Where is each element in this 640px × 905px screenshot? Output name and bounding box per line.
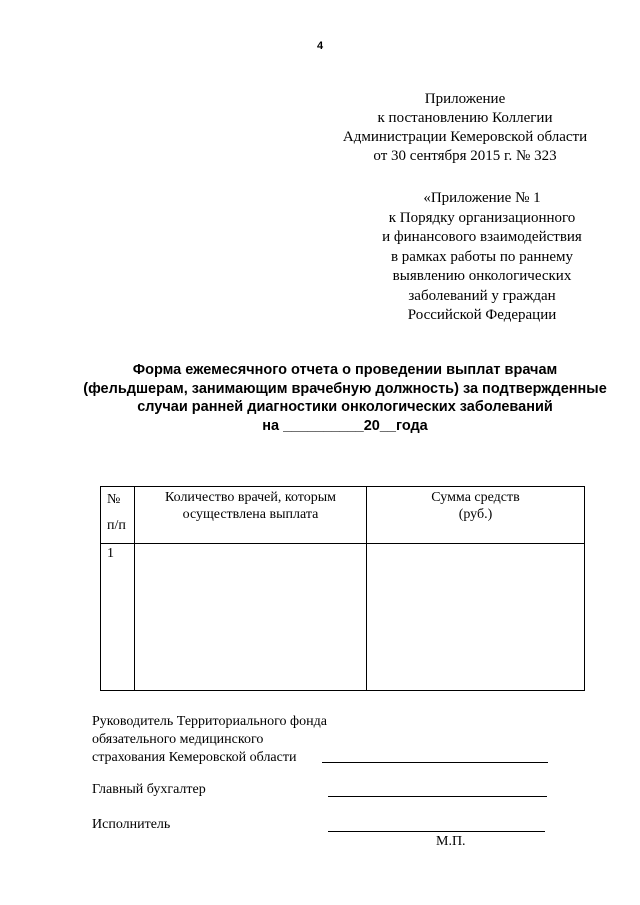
appendix1-line: и финансового взаимодействия [382, 229, 582, 245]
form-title [80, 361, 610, 435]
accountant-signature-line [328, 796, 547, 797]
appendix-line: от 30 сентября 2015 г. № 323 [373, 148, 557, 164]
header-amount-line1: Сумма средств [431, 490, 520, 505]
appendix-line: к постановлению Коллегии [377, 110, 553, 126]
header-num-line1: № [107, 492, 121, 507]
form-title-line: Форма ежемесячного отчета о проведении выплат врачам [132, 362, 558, 378]
head-signature-line [322, 762, 548, 763]
row-doctors-cell [135, 544, 367, 691]
row-num: 1 [107, 546, 114, 561]
header-doctors-line2: осуществлена выплата [182, 507, 319, 522]
table-header-row [101, 487, 585, 544]
stamp-label: М.П. [436, 834, 466, 849]
appendix1-line: «Приложение № 1 [423, 190, 541, 206]
appendix1-line: выявлению онкологических [392, 268, 572, 284]
page-number: 4 [316, 40, 324, 52]
head-signature-label [92, 713, 327, 767]
header-num-line2: п/п [107, 518, 126, 533]
appendix1-line: в рамках работы по раннему [390, 248, 574, 265]
header-doctors-text [135, 487, 366, 523]
report-table [100, 486, 585, 691]
header-doctors [135, 487, 367, 544]
row-amount-cell [367, 544, 585, 691]
executor-signature-line [328, 831, 545, 832]
form-title-line: (фельдшерам, занимающим врачебную должность) за подтвержденные [83, 380, 607, 397]
row-num-cell [101, 544, 135, 691]
appendix-line: Приложение [424, 91, 506, 107]
head-signature-line1: Руководитель Территориального фонда [92, 714, 327, 729]
form-title-line: на __________20__года [262, 417, 428, 434]
appendix-block [330, 90, 600, 166]
header-num [101, 487, 135, 544]
appendix-line: Администрации Кемеровской области [342, 129, 588, 145]
appendix1-block [372, 189, 592, 326]
head-signature-line2: обязательного медицинского [92, 732, 264, 747]
table-row [101, 544, 585, 691]
appendix1-line: к Порядку организационного [388, 209, 576, 226]
header-amount-line2: (руб.) [458, 507, 493, 522]
header-doctors-line1: Количество врачей, которым [164, 490, 336, 505]
appendix1-line: Российской Федерации [407, 307, 557, 323]
form-title-line: случаи ранней диагностики онкологических заболеваний [137, 399, 553, 415]
accountant-label: Главный бухгалтер [92, 782, 206, 797]
header-amount [367, 487, 585, 544]
header-amount-text [367, 487, 584, 523]
appendix1-line: заболеваний у граждан [408, 287, 556, 304]
executor-label: Исполнитель [92, 817, 171, 832]
head-signature-line3: страхования Кемеровской области [92, 750, 297, 765]
